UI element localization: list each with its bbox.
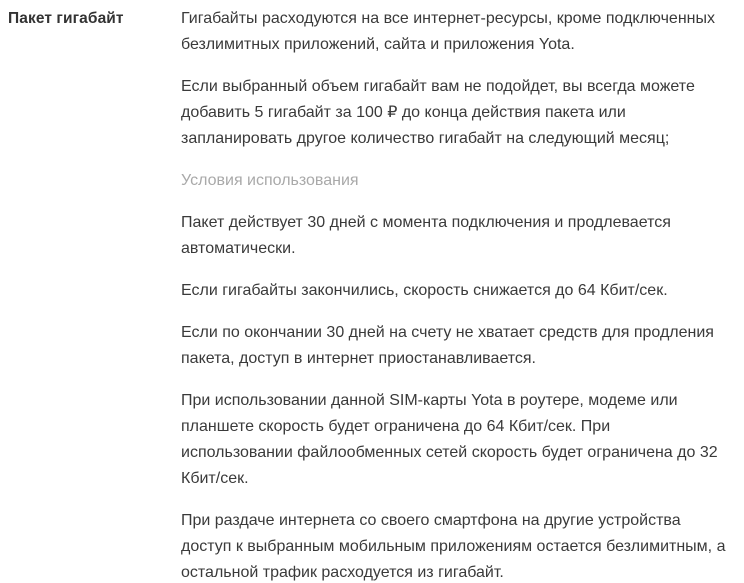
- package-title: Пакет гигабайт: [8, 10, 124, 27]
- paragraph-sim-device-restrictions: При использовании данной SIM-карты Yota в роутере, модеме или планшете скорость будет ограничена до 64 Кбит/сек. При использовании файлообменных сетей скорость будет ограничена до 32 Кбит/сек.: [181, 392, 718, 487]
- package-info-row: [8, 6, 736, 583]
- paragraph-internet-resources: Гигабайты расходуются на все интернет-ресурсы, кроме подключенных безлимитных приложений, сайта и приложения Yota.: [181, 10, 715, 53]
- row-title-column: [8, 6, 181, 31]
- usage-terms-heading: Условия использования: [181, 172, 359, 189]
- paragraph-tethering: При раздаче интернета со своего смартфона на другие устройства доступ к выбранным мобильным приложениям остается безлимитным, а остальной трафик расходуется из гигабайт.: [181, 512, 726, 581]
- paragraph-package-duration: Пакет действует 30 дней с момента подключения и продлевается автоматически.: [181, 214, 671, 257]
- paragraph-add-gigabytes: Если выбранный объем гигабайт вам не подойдет, вы всегда можете добавить 5 гигабайт за 100 ₽ до конца действия пакета или запланировать другое количество гигабайт на следующий месяц;: [181, 78, 695, 147]
- paragraph-insufficient-funds: Если по окончании 30 дней на счету не хватает средств для продления пакета, доступ в интернет приостанавливается.: [181, 324, 714, 367]
- paragraph-speed-reduction: Если гигабайты закончились, скорость снижается до 64 Кбит/сек.: [181, 282, 668, 299]
- row-content-column: [181, 6, 726, 583]
